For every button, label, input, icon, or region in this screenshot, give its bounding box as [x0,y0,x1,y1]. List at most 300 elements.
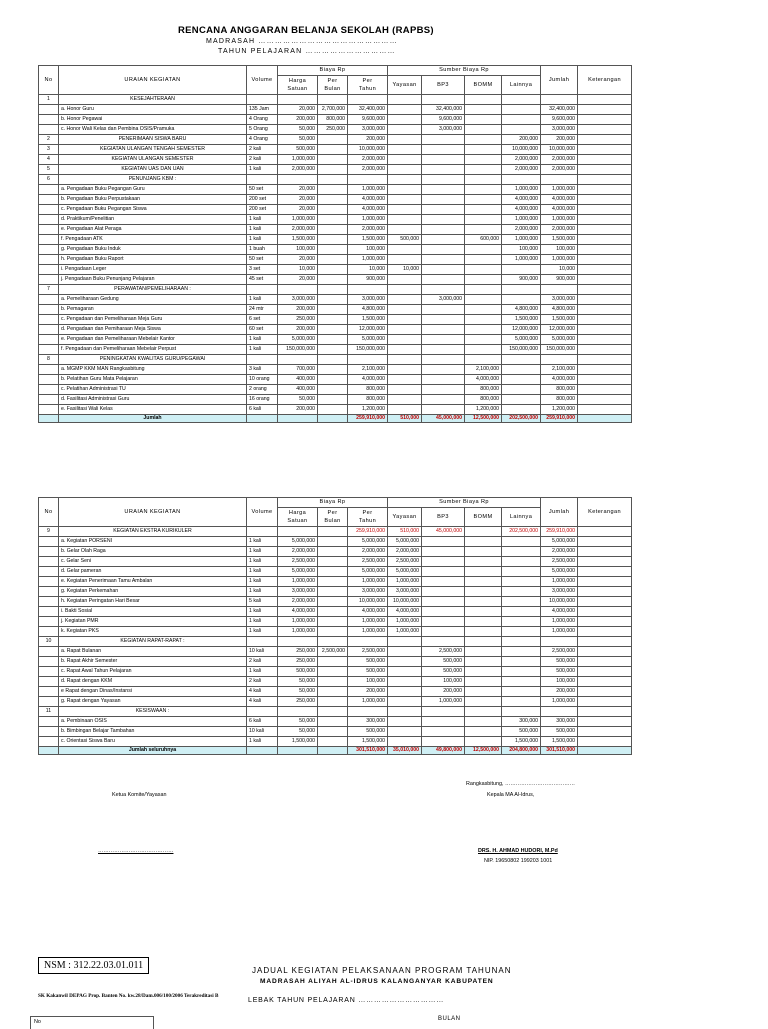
table-cell [578,637,632,647]
table-cell: 1 kali [247,607,278,617]
table-cell [422,255,465,265]
table-cell [541,95,578,105]
table-cell: 4,000,000 [348,205,388,215]
table-cell [278,707,318,717]
table-cell: 50 set [247,185,278,195]
table-row [39,395,632,405]
table-cell [388,405,422,415]
table-cell: 1 kali [247,577,278,587]
table-cell: 800,000 [348,385,388,395]
table-cell [578,587,632,597]
tahun-line: TAHUN PELAJARAN …………………………… [218,48,396,55]
table-cell: h. Pengadaan Buku Raport [59,255,247,265]
table-cell [578,315,632,325]
table-cell [422,627,465,637]
table-cell: 1,500,000 [502,737,541,747]
table-cell [465,325,502,335]
table-cell: b. Honor Pegawai [59,115,247,125]
table-cell [465,345,502,355]
table-cell [318,667,348,677]
table-row [39,215,632,225]
rapbs-table-1 [38,65,632,423]
table-cell: 2,100,000 [348,365,388,375]
table-cell [465,577,502,587]
table-cell: 3,000,000 [541,125,578,135]
col-yayasan: Yayasan [388,508,422,527]
table-cell: 2,500,000 [318,647,348,657]
table-cell: 202,500,000 [502,527,541,537]
table-cell: 10,000 [278,265,318,275]
table-cell: 500,000 [422,657,465,667]
table-cell [318,557,348,567]
total-cell: 49,800,000 [422,747,465,755]
table-row [39,727,632,737]
table-cell [541,707,578,717]
table-cell: 200,000 [278,305,318,315]
table-cell: 1 kali [247,617,278,627]
table-cell [39,345,59,355]
table-cell [578,225,632,235]
table-cell [39,385,59,395]
table-cell [278,527,318,537]
table-cell [39,185,59,195]
table-cell [422,577,465,587]
table-cell [388,637,422,647]
table-cell: 50,000 [278,395,318,405]
table-cell: PENUNJANG KBM : [59,175,247,185]
table-cell: 500,000 [278,667,318,677]
table-cell [422,215,465,225]
table-cell [422,385,465,395]
table-cell [278,95,318,105]
table-cell: b. Rapat Akhir Semester [59,657,247,667]
table-cell: 5,000,000 [502,335,541,345]
table-cell [39,215,59,225]
table-cell [502,697,541,707]
table-row [39,547,632,557]
table-cell: c. Orientasi Siswa Baru [59,737,247,747]
table-cell [578,215,632,225]
table-row [39,647,632,657]
table-cell: 1,500,000 [278,235,318,245]
table-cell: 8 [39,355,59,365]
table-row [39,145,632,155]
schedule-year: LEBAK TAHUN PELAJARAN …………………………… [248,997,445,1004]
table-cell [465,225,502,235]
table-cell [388,385,422,395]
table-cell [578,235,632,245]
table-cell [39,125,59,135]
table-cell [578,165,632,175]
table-cell [422,587,465,597]
table-cell: e. Fasilitasi Wali Kelas [59,405,247,415]
table-cell: 20,000 [278,195,318,205]
table-cell: 1,000,000 [502,185,541,195]
table-cell [388,667,422,677]
table-cell [388,315,422,325]
table-cell [465,627,502,637]
table-row [39,135,632,145]
table-cell [318,687,348,697]
table-cell: 250,000 [278,657,318,667]
table-cell: 4,800,000 [348,305,388,315]
table-cell [578,547,632,557]
col-bp3: BP3 [422,508,465,527]
sign-place-date: Rangkasbitung, ………………………………… [466,781,576,787]
table-cell [39,697,59,707]
table-cell [465,205,502,215]
table-cell [578,155,632,165]
table-cell [465,175,502,185]
table-cell: 200,000 [278,405,318,415]
table-cell [318,567,348,577]
table-cell: 500,000 [388,235,422,245]
table-cell: 5 Orang [247,125,278,135]
table-cell: 510,000 [388,527,422,537]
table-cell [388,95,422,105]
table-row [39,285,632,295]
col-sumber: Sumber Biaya Rp [388,66,541,76]
table-cell: 1,000,000 [541,255,578,265]
table-cell: KEGIATAN EKSTRA KURIKULER [59,527,247,537]
table-cell [39,647,59,657]
table-row [39,225,632,235]
table-cell [578,697,632,707]
table-cell [318,707,348,717]
table-row [39,315,632,325]
table-cell [502,115,541,125]
table-row [39,737,632,747]
col-no: No [39,66,59,95]
table-cell [39,557,59,567]
table-cell: 50,000 [278,717,318,727]
table-cell: a. Pemeliharaan Gedung [59,295,247,305]
table-cell [502,405,541,415]
table-cell [388,375,422,385]
table-cell: 45 set [247,275,278,285]
table-cell [578,657,632,667]
total-row [39,415,632,423]
table-cell [422,325,465,335]
table-cell [578,175,632,185]
table-cell [578,577,632,587]
total-cell: 35,010,000 [388,747,422,755]
table-row [39,597,632,607]
table-cell [318,245,348,255]
table-cell: 100,000 [348,245,388,255]
table-cell: f. Pengadaan dan Pemeliharaan Mebelair Perpust [59,345,247,355]
table-cell: 4,000,000 [348,375,388,385]
table-cell [465,165,502,175]
col-biaya: Biaya Rp [278,66,388,76]
table-cell [502,567,541,577]
table-cell [502,707,541,717]
table-cell: 6 [39,175,59,185]
table-cell: 5,000,000 [541,567,578,577]
table-cell [388,697,422,707]
table-cell [388,325,422,335]
table-cell: 1,500,000 [348,235,388,245]
table-cell [465,265,502,275]
table-cell [422,727,465,737]
col-per-bulan: Per Bulan [318,508,348,527]
table-cell [465,657,502,667]
table-cell: a. Honor Guru [59,105,247,115]
table-cell [422,95,465,105]
table-cell: 2,500,000 [422,647,465,657]
table-cell [502,395,541,405]
table-cell: 4,000,000 [502,195,541,205]
table-cell [578,135,632,145]
table-cell: 150,000,000 [278,345,318,355]
table-cell [318,395,348,405]
table-cell: 60 set [247,325,278,335]
table-cell: KEGIATAN UAS DAN UAN [59,165,247,175]
table-cell [422,145,465,155]
table-cell [388,335,422,345]
table-cell: d. Rapat dengan KKM [59,677,247,687]
table-cell [422,285,465,295]
table-row [39,657,632,667]
table-cell: 200,000 [278,115,318,125]
table-cell [318,345,348,355]
table-cell: f. Pengadaan ATK [59,235,247,245]
table-cell: 4 Orang [247,115,278,125]
table-cell: 1,000,000 [348,215,388,225]
table-cell [422,195,465,205]
table-cell: 200 set [247,195,278,205]
document-title: RENCANA ANGGARAN BELANJA SEKOLAH (RAPBS) [178,25,434,36]
table-cell: 2,000,000 [541,547,578,557]
table-row [39,577,632,587]
table-cell: 800,000 [465,395,502,405]
table-cell [39,405,59,415]
table-row [39,205,632,215]
table-cell: 500,000 [502,727,541,737]
total-cell: 259,910,000 [541,415,578,423]
table-cell: b. Gelar Olah Raga [59,547,247,557]
table-cell [422,135,465,145]
table-cell: 5,000,000 [278,335,318,345]
table-cell [422,707,465,717]
table-row [39,185,632,195]
table-cell [388,727,422,737]
table-cell: 500,000 [348,667,388,677]
table-row [39,617,632,627]
table-cell [578,567,632,577]
table-cell [318,597,348,607]
table-cell [465,285,502,295]
table-cell [422,245,465,255]
table-cell [465,335,502,345]
col-sumber: Sumber Biaya Rp [388,498,541,508]
table-cell: 1 kali [247,235,278,245]
table-cell [465,155,502,165]
table-cell [39,235,59,245]
table-cell [247,527,278,537]
table-cell: 2,000,000 [541,155,578,165]
table-cell: 4,000,000 [348,607,388,617]
table-cell [422,305,465,315]
table-cell: 3 [39,145,59,155]
table-cell: 100,000 [348,677,388,687]
table-cell: KEGIATAN RAPAT-RAPAT : [59,637,247,647]
table-row [39,295,632,305]
table-cell: 2 orang [247,385,278,395]
table-cell: g. Kegiatan Perkemahan [59,587,247,597]
table-cell: 3,000,000 [422,295,465,305]
table-cell [422,365,465,375]
table-cell [422,617,465,627]
table-cell: 500,000 [348,657,388,667]
table-cell [578,395,632,405]
table-cell: 5,000,000 [388,537,422,547]
table-cell: 9,600,000 [541,115,578,125]
table-cell [422,547,465,557]
table-cell [465,125,502,135]
table-cell [502,637,541,647]
table-cell [541,355,578,365]
table-cell: 1,000,000 [541,697,578,707]
table-cell: 1 kali [247,295,278,305]
col-yayasan: Yayasan [388,76,422,95]
table-cell: 300,000 [348,717,388,727]
table-cell: 20,000 [278,105,318,115]
table-cell [422,185,465,195]
table-cell [465,687,502,697]
table-cell: 2 [39,135,59,145]
table-cell [465,305,502,315]
table-cell: 1,200,000 [541,405,578,415]
table-cell [39,687,59,697]
table-cell: 3,000,000 [348,125,388,135]
table-cell: 32,400,000 [541,105,578,115]
sign-right-role: Kepala MA Al-Idrus, [487,792,535,798]
table-cell [465,587,502,597]
table-cell [502,355,541,365]
table-cell: 1 [39,95,59,105]
table-cell [422,395,465,405]
table-cell [422,557,465,567]
table-cell [388,295,422,305]
table-cell [318,265,348,275]
table-cell [422,335,465,345]
table-cell [318,537,348,547]
table-cell: 259,910,000 [541,527,578,537]
table-cell: 4 [39,155,59,165]
table-cell [39,255,59,265]
table-cell: 2,700,000 [318,105,348,115]
table-cell [465,677,502,687]
table-row [39,245,632,255]
table-row [39,125,632,135]
table-cell: 800,000 [465,385,502,395]
table-cell: 400,000 [278,375,318,385]
table-cell [318,385,348,395]
table-row [39,305,632,315]
table-cell [388,285,422,295]
table-cell: 9,600,000 [348,115,388,125]
table-cell [465,105,502,115]
total-cell: 202,500,000 [502,415,541,423]
table-cell: 5 kali [247,597,278,607]
table-cell [422,175,465,185]
table-cell [502,607,541,617]
col-keterangan: Keterangan [578,66,632,95]
sign-right-name: DRS. H. AHMAD HUDORI, M.Pd [478,848,558,854]
table-cell: 1,000,000 [422,697,465,707]
table-cell: 2,100,000 [541,365,578,375]
table-cell [388,737,422,747]
table-cell: 2,000,000 [278,547,318,557]
table-cell [578,345,632,355]
table-cell [318,295,348,305]
table-cell [318,335,348,345]
table-cell [465,275,502,285]
table-cell [318,657,348,667]
table-cell: 4,800,000 [541,305,578,315]
table-cell: d. Fasilitasi Administrasi Guru [59,395,247,405]
table-cell [422,717,465,727]
table-cell [318,185,348,195]
table-cell: 500,000 [541,657,578,667]
table-cell: 2,500,000 [348,647,388,657]
table-cell [388,647,422,657]
table-cell [318,95,348,105]
table-cell [388,145,422,155]
table-cell: 900,000 [348,275,388,285]
table-cell [39,245,59,255]
table-cell [502,295,541,305]
table-cell [502,617,541,627]
table-cell: 4,000,000 [465,375,502,385]
table-cell [388,105,422,115]
table-cell: 4,000,000 [541,205,578,215]
table-cell [318,637,348,647]
table-row [39,95,632,105]
table-cell: 2,000,000 [278,165,318,175]
table-cell [318,205,348,215]
table-cell [318,355,348,365]
total-cell: 12,500,000 [465,747,502,755]
table-cell [318,315,348,325]
total-cell: 204,800,000 [502,747,541,755]
table-cell: 2,100,000 [465,365,502,375]
table-cell: 500,000 [278,145,318,155]
table-cell: e. Kegiatan Penerimaan Tamu Ambalan [59,577,247,587]
table-cell [502,385,541,395]
table-cell [388,717,422,727]
table-cell: d. Pengadaan dan Pemiharaan Meja Siswa [59,325,247,335]
table-cell: 1 kali [247,165,278,175]
table-cell [388,225,422,235]
rapbs-table-2 [38,497,632,755]
table-cell [502,537,541,547]
table-cell [465,315,502,325]
table-cell: 1,000,000 [348,185,388,195]
table-row [39,165,632,175]
col-harga: Harga Satuan [278,76,318,95]
col-jumlah: Jumlah [541,498,578,527]
table-cell [578,185,632,195]
table-cell: 4,000,000 [541,607,578,617]
table-cell [422,275,465,285]
table-cell [578,285,632,295]
table-cell [465,245,502,255]
table-cell [39,225,59,235]
table-cell [247,707,278,717]
table-cell [388,125,422,135]
